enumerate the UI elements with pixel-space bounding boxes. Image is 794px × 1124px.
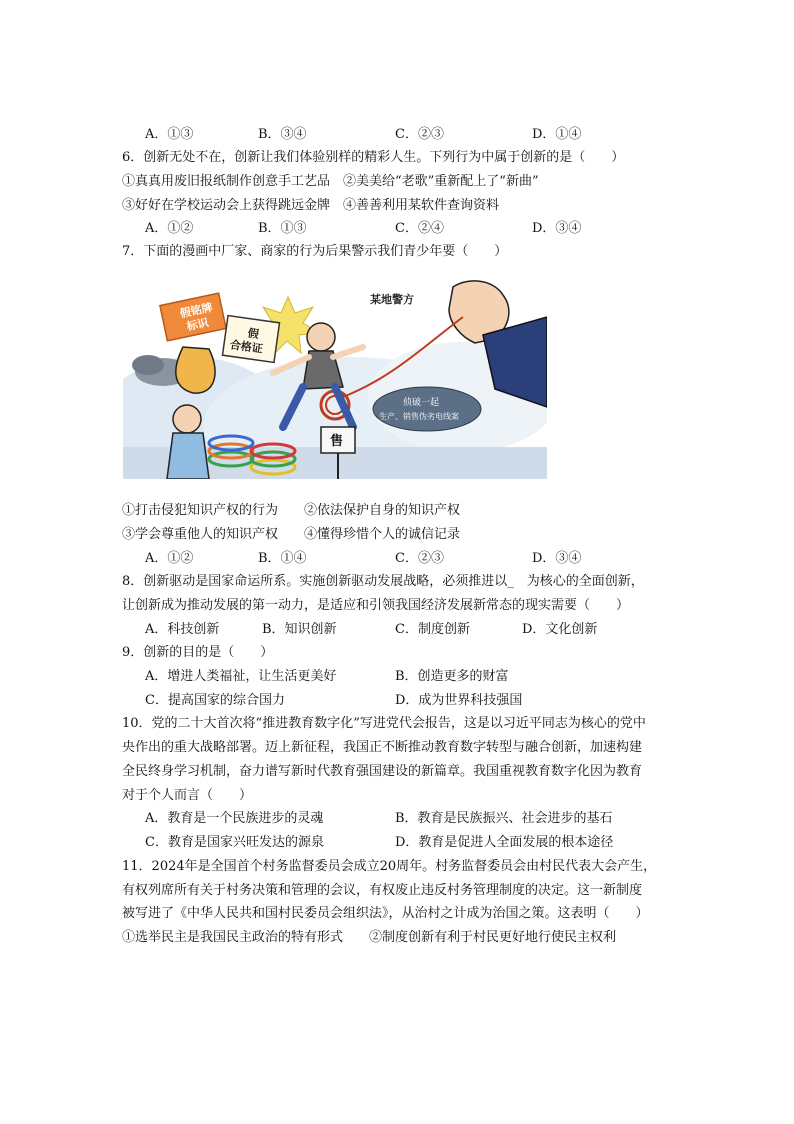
q5-option-d: D．①④ (532, 127, 582, 142)
q10-option-d: D．教育是促进人全面发展的根本途径 (395, 835, 614, 850)
q5-option-c: C．②③ (395, 127, 444, 142)
q8-option-c: C．制度创新 (395, 622, 470, 637)
q8-stem-line-2: 让创新成为推动发展的第一动力，是适应和引领我国经济发展新常态的现实需要（ ） (122, 598, 630, 613)
q7-option-b: B．①④ (258, 551, 307, 566)
cartoon-fake-cert-label-2: 合格证 (229, 338, 264, 356)
q10-option-c: C．教育是国家兴旺发达的源泉 (145, 835, 324, 850)
q7-item-line-1: ①打击侵犯知识产权的行为 ②依法保护自身的知识产权 (122, 503, 461, 518)
q11-stem-line-3: 被写进了《中华人民共和国村民委员会组织法》，从治村之计成为治国之策。这表明（ ） (122, 906, 649, 921)
cartoon-fake-brand-label-1: 假铭牌 (178, 300, 214, 321)
cartoon-case-label-1: 侦破一起 (403, 398, 440, 408)
q6-option-a: A．①② (145, 221, 194, 236)
q6-option-d: D．③④ (532, 221, 582, 236)
q10-option-b: B．教育是民族振兴、社会进步的基石 (395, 811, 613, 826)
q11-item-line-1: ①选举民主是我国民主政治的特有形式 ②制度创新有利于村民更好地行使民主权利 (122, 930, 617, 945)
cartoon-illustration (123, 277, 547, 479)
q7-option-d: D．③④ (532, 551, 582, 566)
q9-option-a: A．增进人类福祉，让生活更美好 (145, 669, 337, 684)
q6-item-line-2: ③好好在学校运动会上获得跳远金牌 ④善善利用某软件查询资料 (122, 198, 500, 213)
cartoon-police-label: 某地警方 (370, 293, 414, 306)
q6-item-line-1: ①真真用废旧报纸制作创意手工艺品 ②美美给“老歌”重新配上了“新曲” (122, 174, 539, 189)
q9-option-d: D．成为世界科技强国 (395, 693, 523, 708)
q11-stem-line-1: 11．2024年是全国首个村务监督委员会成立20周年。村务监督委员会由村民代表大会产生， (122, 859, 657, 874)
cartoon-case-label-2: 生产、销售伪劣电线案 (379, 412, 459, 421)
q8-option-d: D．文化创新 (522, 622, 598, 637)
q7-option-a: A．①② (145, 551, 194, 566)
cartoon-fake-brand-label-2: 标识 (185, 316, 210, 334)
q9-stem: 9．创新的目的是（ ） (122, 645, 274, 660)
q6-stem: 6．创新无处不在，创新让我们体验别样的精彩人生。下列行为中属于创新的是（ ） (122, 150, 625, 165)
cartoon-sale-sign: 售 (330, 434, 344, 449)
q8-option-b: B．知识创新 (262, 622, 337, 637)
q7-stem: 7．下面的漫画中厂家、商家的行为后果警示我们青少年要（ ） (122, 244, 508, 259)
q6-option-b: B．①③ (258, 221, 307, 236)
q10-option-a: A．教育是一个民族进步的灵魂 (145, 811, 324, 826)
q9-option-c: C．提高国家的综合国力 (145, 693, 285, 708)
q10-stem-line-3: 全民终身学习机制，奋力谱写新时代教育强国建设的新篇章。我国重视教育数字化因为教育 (122, 764, 643, 779)
q9-option-b: B．创造更多的财富 (395, 669, 509, 684)
q7-cartoon (123, 277, 547, 479)
q8-stem-line-1: 8．创新驱动是国家命运所系。实施创新驱动发展战略，必须推进以_ 为核心的全面创新， (122, 574, 644, 589)
q5-option-a: A．①③ (145, 127, 194, 142)
cartoon-fake-cert-label-1: 假 (246, 326, 260, 341)
q6-option-c: C．②④ (395, 221, 444, 236)
q10-stem-line-1: 10．党的二十大首次将“推进教育数字化”写进党代会报告，这是以习近平同志为核心的党中 (122, 716, 646, 731)
q7-option-c: C．②③ (395, 551, 444, 566)
q10-stem-line-2: 央作出的重大战略部署。迈上新征程，我国正不断推动教育数字转型与融合创新，加速构建 (122, 740, 643, 755)
q5-option-b: B．③④ (258, 127, 307, 142)
q10-stem-line-4: 对于个人而言（ ） (122, 788, 253, 803)
q8-option-a: A．科技创新 (145, 622, 220, 637)
q11-stem-line-2: 有权列席所有关于村务决策和管理的会议，有权废止违反村务管理制度的决定。这一新制度 (122, 883, 643, 898)
q7-item-line-2: ③学会尊重他人的知识产权 ④懂得珍惜个人的诚信记录 (122, 527, 461, 542)
